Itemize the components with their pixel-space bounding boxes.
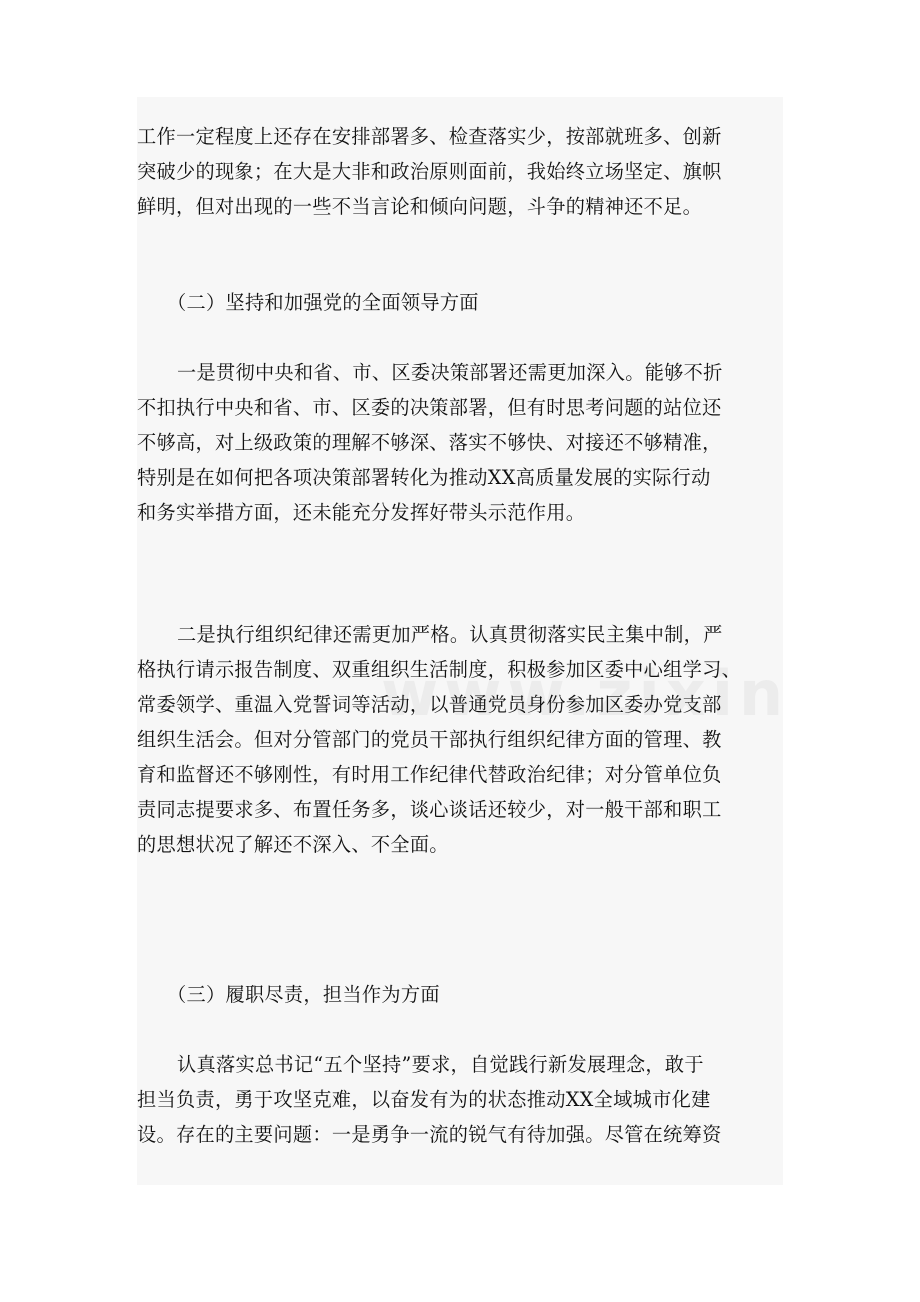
text-line: 常委领学、重温入党誓词等活动，以普通党员身份参加区委办党支部 [137, 693, 722, 716]
text-line: 格执行请示报告制度、双重组织生活制度，积极参加区委中心组学习、 [137, 658, 742, 681]
section-heading-2 [137, 285, 783, 320]
text-line: 和务实举措方面，还未能充分发挥好带头示范作用。 [137, 501, 586, 524]
text-line: 设。存在的主要问题：一是勇争一流的锐气有待加强。尽管在统筹资 [137, 1123, 722, 1146]
text-line: 认真落实总书记“五个坚持”要求，自觉践行新发展理念，敢于 [177, 1053, 704, 1076]
paragraph-2 [137, 617, 783, 862]
text-line: 一是贯彻中央和省、市、区委决策部署还需更加深入。能够不折 [177, 361, 723, 384]
text-line: 担当负责，勇于攻坚克难，以奋发有为的状态推动XX全域城市化建 [137, 1088, 711, 1111]
text-line: 育和监督还不够刚性，有时用工作纪律代替政治纪律；对分管单位负 [137, 763, 722, 786]
heading-text: （二）坚持和加强党的全面领导方面 [167, 291, 479, 314]
text-line: 不够高，对上级政策的理解不够深、落实不够快、对接还不够精准， [137, 431, 722, 454]
document-body [137, 97, 783, 1185]
heading-text: （三）履职尽责，担当作为方面 [167, 983, 440, 1006]
text-line: 特别是在如何把各项决策部署转化为推动XX高质量发展的实际行动 [137, 466, 711, 489]
text-line: 的思想状况了解还不深入、不全面。 [137, 833, 449, 856]
text-line: 不扣执行中央和省、市、区委的决策部署，但有时思考问题的站位还 [137, 396, 722, 419]
text-line: 组织生活会。但对分管部门的党员干部执行组织纪律方面的管理、教 [137, 728, 722, 751]
paragraph-top [137, 119, 783, 224]
paragraph-1 [137, 355, 783, 530]
section-heading-3 [137, 977, 783, 1012]
paragraph-3 [137, 1047, 783, 1152]
text-line: 责同志提要求多、布置任务多，谈心谈话还较少，对一般干部和职工 [137, 798, 722, 821]
text-line: 工作一定程度上还存在安排部署多、检查落实少，按部就班多、创新 [137, 125, 722, 148]
text-line: 鲜明，但对出现的一些不当言论和倾向问题，斗争的精神还不足。 [137, 195, 703, 218]
text-line: 二是执行组织纪律还需更加严格。认真贯彻落实民主集中制，严 [177, 623, 723, 646]
text-line: 突破少的现象；在大是大非和政治原则面前，我始终立场坚定、旗帜 [137, 160, 722, 183]
